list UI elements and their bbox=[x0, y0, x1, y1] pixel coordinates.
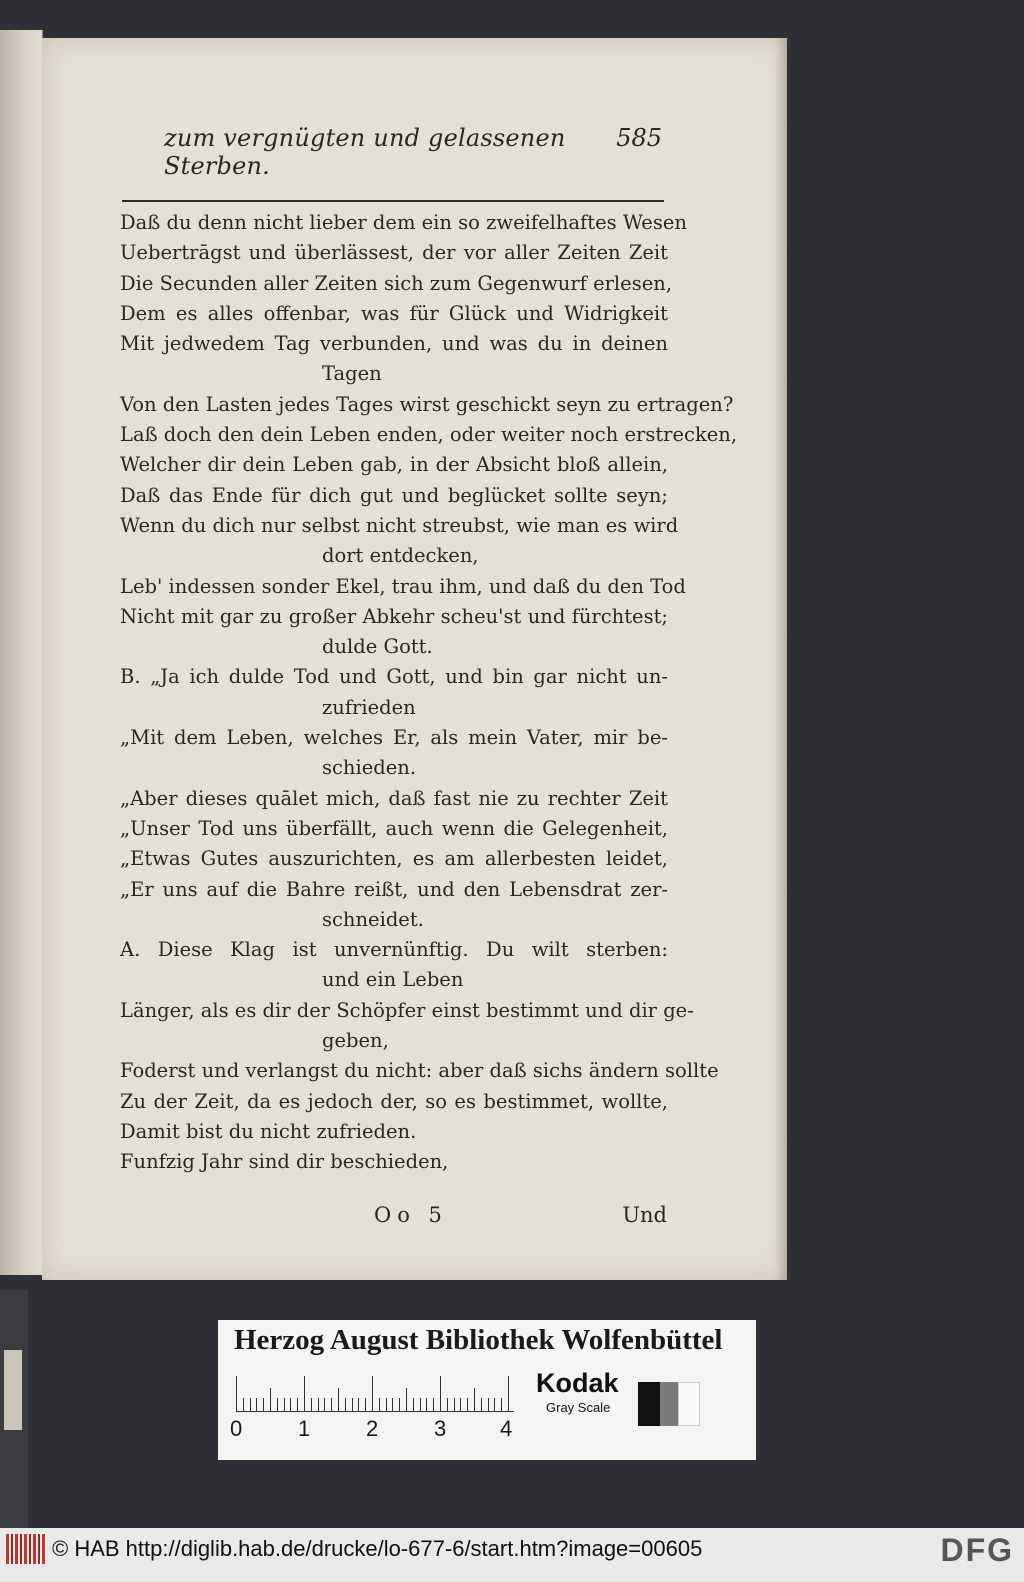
text-line: Dem es alles offenbar, was für Glück und Widrigkeit bbox=[120, 301, 668, 325]
ruler-tick bbox=[365, 1398, 366, 1412]
header-rule bbox=[122, 200, 664, 202]
ruler-tick bbox=[297, 1398, 298, 1412]
ruler-tick bbox=[311, 1398, 312, 1412]
ruler-number: 3 bbox=[434, 1416, 447, 1441]
text-line: „Mit dem Leben, welches Er, als mein Vater, mir be- bbox=[120, 726, 668, 750]
text-line: und ein Leben bbox=[322, 968, 464, 992]
ruler-tick bbox=[413, 1398, 414, 1412]
color-card bbox=[218, 1320, 756, 1460]
text-line: „Unser Tod uns überfällt, auch wenn die Gelegenheit, bbox=[120, 816, 668, 840]
scale-ruler bbox=[236, 1376, 514, 1412]
ruler-tick bbox=[494, 1398, 495, 1412]
barcode-icon bbox=[6, 1534, 46, 1564]
ruler-tick bbox=[406, 1388, 407, 1412]
ruler-tick bbox=[481, 1398, 482, 1412]
text-line: zufrieden bbox=[322, 695, 416, 719]
ruler-tick bbox=[372, 1376, 373, 1412]
text-line: Die Secunden aller Zeiten sich zum Gegenwurf erlesen, bbox=[120, 271, 673, 295]
library-name: Herzog August Bibliothek Wolfenbüttel bbox=[234, 1324, 723, 1356]
gray-patch-black bbox=[638, 1382, 660, 1426]
dfg-logo: DFG bbox=[940, 1532, 1014, 1568]
page-number: 585 bbox=[616, 124, 662, 152]
ruler-tick bbox=[256, 1398, 257, 1412]
kodak-logo: Kodak bbox=[536, 1368, 619, 1398]
text-line: Zu der Zeit, da es jedoch der, so es bestimmet, wollte, bbox=[120, 1089, 668, 1113]
text-line: schneidet. bbox=[322, 907, 424, 931]
ruler-tick bbox=[352, 1398, 353, 1412]
text-line: Welcher dir dein Leben gab, in der Absicht bloß allein, bbox=[120, 453, 668, 477]
text-line: Mit jedwedem Tag verbunden, und was du in deinen bbox=[120, 332, 668, 356]
ruler-tick bbox=[426, 1398, 427, 1412]
ruler-tick bbox=[433, 1398, 434, 1412]
ruler-tick bbox=[331, 1398, 332, 1412]
ruler-tick bbox=[447, 1398, 448, 1412]
ruler-tick bbox=[454, 1398, 455, 1412]
ruler-number: 1 bbox=[298, 1416, 311, 1441]
text-line: Damit bist du nicht zufrieden. bbox=[120, 1119, 417, 1143]
ruler-tick bbox=[324, 1398, 325, 1412]
ruler-tick bbox=[318, 1398, 319, 1412]
ruler-number: 2 bbox=[366, 1416, 379, 1441]
text-line: Funfzig Jahr sind dir beschieden, bbox=[120, 1150, 449, 1174]
ruler-tick bbox=[284, 1398, 285, 1412]
text-line: Leb' indessen sonder Ekel, trau ihm, und daß du den Tod bbox=[120, 574, 686, 598]
text-line: „Etwas Gutes auszurichten, es am allerbesten leidet, bbox=[120, 847, 668, 871]
text-line: Daß das Ende für dich gut und beglücket sollte seyn; bbox=[120, 483, 668, 507]
footer-bar bbox=[0, 1528, 1024, 1582]
text-line: Nicht mit gar zu großer Abkehr scheu'st und fürchtest; bbox=[120, 604, 668, 628]
ruler-number: 0 bbox=[230, 1416, 243, 1441]
text-line: dulde Gott. bbox=[322, 635, 433, 659]
gray-scale-label: Gray Scale bbox=[546, 1400, 611, 1415]
ruler-tick bbox=[440, 1376, 441, 1412]
ruler-tick bbox=[379, 1398, 380, 1412]
page-footer bbox=[122, 1203, 667, 1233]
text-line: geben, bbox=[322, 1029, 389, 1053]
ruler-tick bbox=[304, 1376, 305, 1412]
running-head-title: zum vergnügten und gelassenen Sterben. bbox=[164, 124, 566, 180]
ruler-tick bbox=[263, 1398, 264, 1412]
ruler-tick bbox=[399, 1398, 400, 1412]
spine-label bbox=[4, 1350, 22, 1430]
book-page bbox=[42, 38, 787, 1280]
ruler-tick bbox=[250, 1398, 251, 1412]
copyright-link[interactable]: © HAB http://diglib.hab.de/drucke/lo-677-6/start.htm?image=00605 bbox=[52, 1536, 703, 1561]
ruler-number: 4 bbox=[500, 1416, 513, 1441]
gray-patch-white bbox=[678, 1382, 700, 1426]
catchword: Und bbox=[622, 1203, 667, 1227]
ruler-tick bbox=[345, 1398, 346, 1412]
text-line: Tagen bbox=[322, 362, 382, 386]
ruler-tick bbox=[386, 1398, 387, 1412]
previous-page-edge bbox=[0, 30, 43, 1275]
ruler-tick bbox=[508, 1376, 509, 1412]
ruler-tick bbox=[243, 1398, 244, 1412]
text-line: Daß du denn nicht lieber dem ein so zweifelhaftes Wesen bbox=[120, 211, 687, 234]
ruler-tick bbox=[420, 1398, 421, 1412]
ruler-tick bbox=[277, 1398, 278, 1412]
text-line: Länger, als es dir der Schöpfer einst bestimmt und dir ge- bbox=[120, 998, 694, 1022]
ruler-tick bbox=[460, 1398, 461, 1412]
signature-mark: Oo 5 bbox=[374, 1203, 448, 1227]
gray-patch-mid bbox=[660, 1382, 678, 1426]
ruler-tick bbox=[270, 1388, 271, 1412]
text-line: Wenn du dich nur selbst nicht streubst, wie man es wird bbox=[120, 513, 679, 537]
text-line: Uebertrāgst und überlässest, der vor aller Zeiten Zeit bbox=[120, 241, 668, 265]
ruler-tick bbox=[501, 1398, 502, 1412]
text-line: Von den Lasten jedes Tages wirst geschickt seyn zu ertragen? bbox=[120, 392, 734, 416]
text-line: B. „Ja ich dulde Tod und Gott, und bin gar nicht un- bbox=[120, 665, 668, 689]
ruler-tick bbox=[290, 1398, 291, 1412]
ruler-tick bbox=[488, 1398, 489, 1412]
ruler-tick bbox=[338, 1388, 339, 1412]
text-line: Laß doch den dein Leben enden, oder weiter noch erstrecken, bbox=[120, 423, 738, 447]
text-line: „Er uns auf die Bahre reißt, und den Lebensdrat zer- bbox=[120, 877, 668, 901]
text-line: Foderst und verlangst du nicht: aber daß sichs ändern sollte bbox=[120, 1059, 719, 1083]
ruler-tick bbox=[358, 1398, 359, 1412]
ruler-tick bbox=[392, 1398, 393, 1412]
text-line: schieden. bbox=[322, 756, 417, 780]
ruler-tick bbox=[236, 1376, 237, 1412]
running-head bbox=[122, 124, 662, 180]
ruler-tick bbox=[467, 1398, 468, 1412]
verse-text bbox=[120, 208, 738, 1178]
text-line: A. Diese Klag ist unvernünftig. Du wilt sterben: bbox=[120, 938, 668, 962]
text-line: „Aber dieses quālet mich, daß fast nie zu rechter Zeit bbox=[120, 786, 668, 810]
spine-strip bbox=[0, 1290, 28, 1530]
text-line: dort entdecken, bbox=[322, 544, 479, 568]
ruler-tick bbox=[474, 1388, 475, 1412]
